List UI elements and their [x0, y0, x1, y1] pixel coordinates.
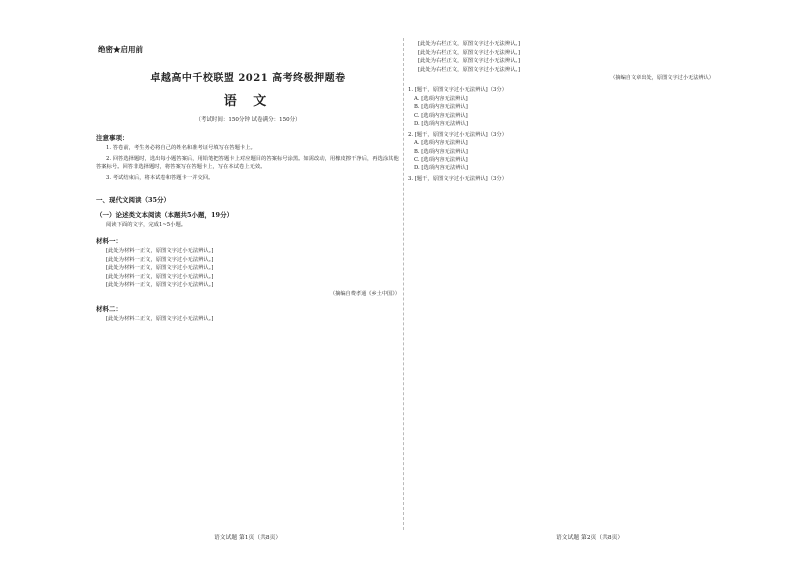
question-2-option-c: C. [选项内容无法辨认] — [414, 157, 468, 163]
question-1-option-d: D. [选项内容无法辨认] — [414, 121, 468, 128]
question-2-option-a: A. [选项内容无法辨认] — [414, 140, 468, 147]
notice-item-1: 1. 答卷前，考生务必将自己的姓名和准考证号填写在答题卡上。 — [106, 145, 256, 151]
question-2-option-b: B. [选项内容无法辨认] — [414, 148, 468, 155]
material-1-source: （摘编自费孝通《乡土中国》） — [329, 290, 400, 297]
notice-item-2: 2. 回答选择题时，选出每小题答案后，用铅笔把答题卡上对应题目的答案标号涂黑。如需改动，用橡皮擦干净后，再选涂其他答案标号。回答非选择题时，将答案写在答题卡上，写在本试卷上无效。 — [96, 155, 399, 171]
right-column — [408, 40, 714, 530]
notice-item-3: 3. 考试结束后，将本试卷和答题卡一并交回。 — [106, 174, 214, 181]
column-divider — [403, 38, 404, 530]
material-1-paragraph: [此处为材料一正文，原图文字过小无法辨认。] — [106, 282, 214, 289]
exam-timeline: （考试时间：150分钟 试卷满分：150分） — [195, 117, 301, 123]
right-paragraph: [此处为右栏正文，原图文字过小无法辨认。] — [418, 66, 521, 73]
question-2-stem: 2. [题干，原图文字过小无法辨认]（3分） — [408, 131, 507, 138]
right-paragraph: [此处为右栏正文，原图文字过小无法辨认。] — [418, 49, 521, 56]
question-3-stem: 3. [题干，原图文字过小无法辨认]（3分） — [408, 175, 507, 182]
notice-heading: 注意事项： — [96, 134, 129, 142]
question-1-stem: 1. [题干，原图文字过小无法辨认]（3分） — [408, 87, 507, 94]
right-paragraph: [此处为右栏正文，原图文字过小无法辨认。] — [418, 58, 521, 65]
right-source: （摘编自文章出处，原图文字过小无法辨认） — [610, 75, 714, 82]
material-1-paragraph: [此处为材料一正文，原图文字过小无法辨认。] — [106, 265, 214, 272]
exam-title: 卓越高中千校联盟 2021 高考终极押题卷 — [150, 73, 346, 84]
question-1-option-b: B. [选项内容无法辨认] — [414, 104, 468, 111]
section-instruction: 阅读下面的文字，完成1~5小题。 — [106, 222, 187, 229]
material-1-paragraph: [此处为材料一正文，原图文字过小无法辨认。] — [106, 256, 214, 263]
subject-title: 语 文 — [223, 94, 273, 109]
question-1-option-c: C. [选项内容无法辨认] — [414, 112, 468, 119]
material-1-label: 材料一： — [96, 236, 122, 245]
right-paragraph: [此处为右栏正文，原图文字过小无法辨认。] — [418, 41, 521, 47]
left-column — [96, 40, 400, 530]
material-2-label: 材料二： — [96, 304, 122, 313]
page-footer-2: 语文试题 第2页（共8页） — [556, 535, 624, 541]
material-1-paragraph: [此处为材料一正文，原图文字过小无法辨认。] — [106, 247, 214, 254]
secret-label: 绝密★启用前 — [98, 45, 143, 54]
section-heading: 一、现代文阅读（35分） — [96, 196, 171, 205]
question-1-option-a: A. [选项内容无法辨认] — [414, 95, 468, 102]
material-2-paragraph: [此处为材料二正文，原图文字过小无法辨认。] — [106, 315, 214, 322]
page-footer-1: 语文试题 第1页（共8页） — [214, 535, 282, 541]
question-2-option-d: D. [选项内容无法辨认] — [414, 165, 468, 172]
material-1-paragraph: [此处为材料一正文，原图文字过小无法辨认。] — [106, 273, 214, 280]
section-subheading: （一）论述类文本阅读（本题共5小题，19分） — [96, 211, 234, 220]
